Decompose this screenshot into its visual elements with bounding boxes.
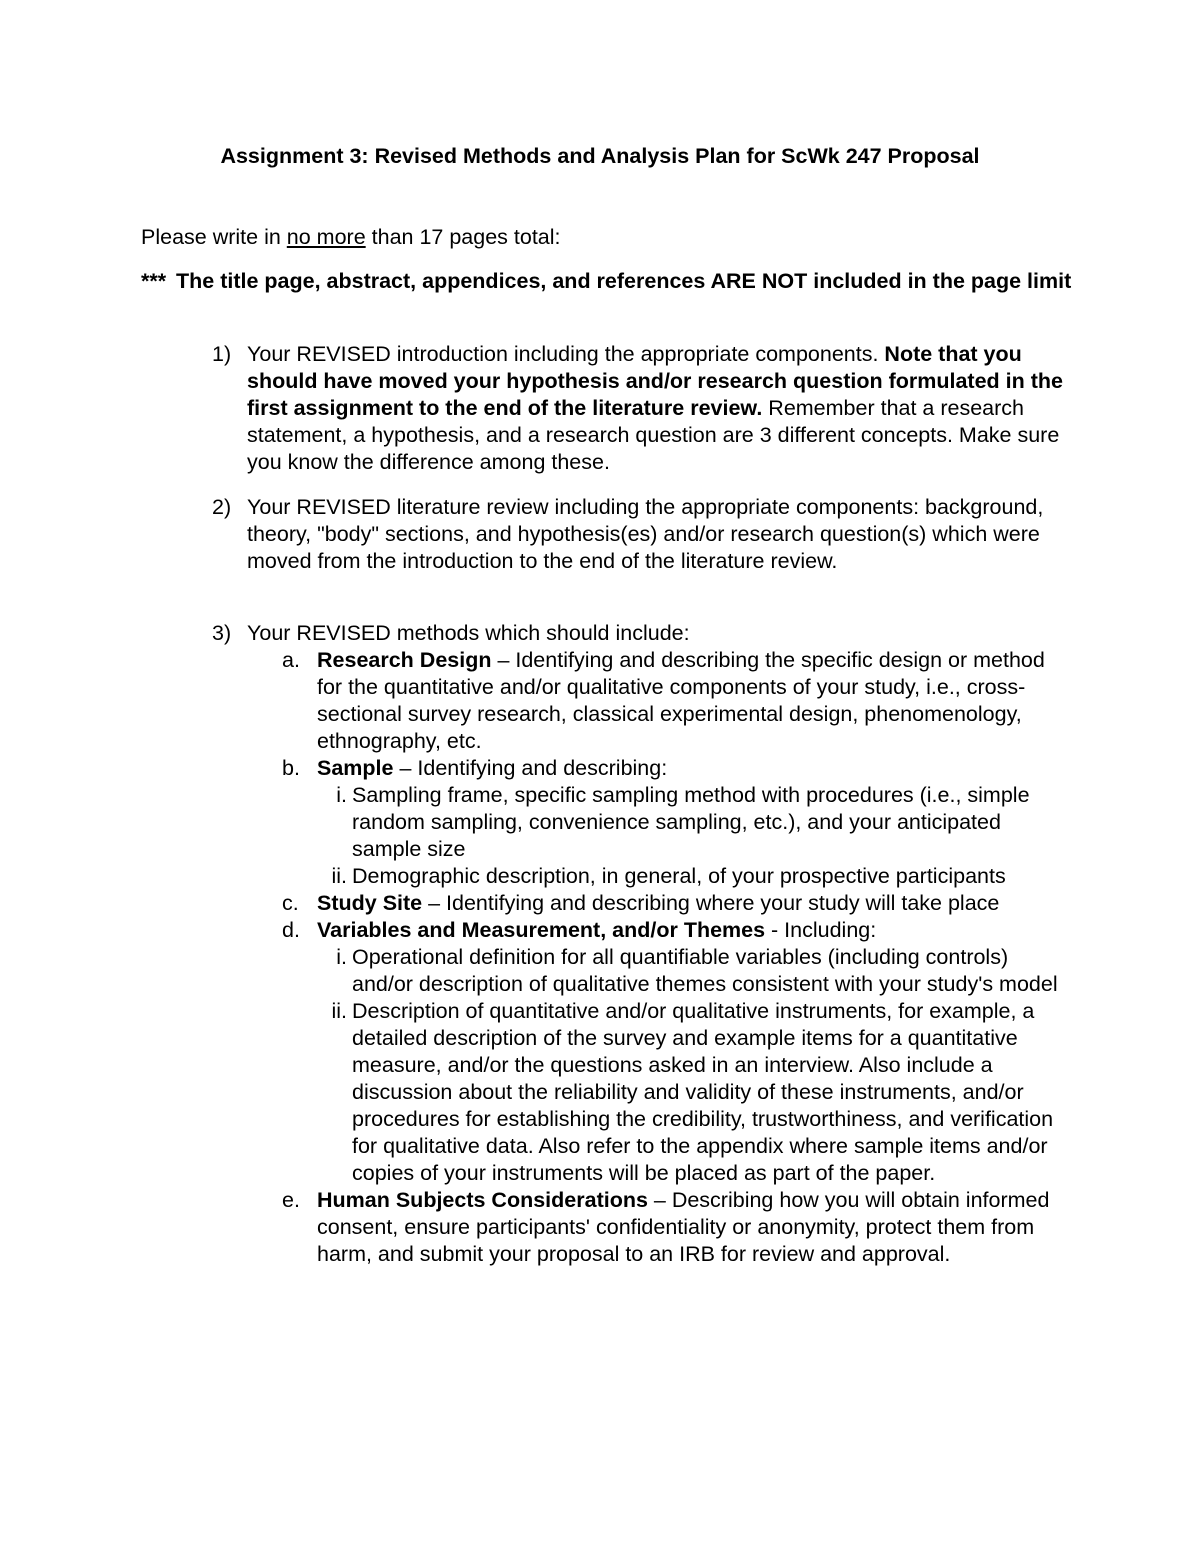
sublist-item-d bbox=[247, 917, 1072, 944]
page-title: Assignment 3: Revised Methods and Analysis Plan for ScWk 247 Proposal bbox=[220, 144, 980, 168]
sublist-letter: b. bbox=[282, 756, 300, 780]
intro-text-after: than 17 pages total: bbox=[365, 225, 561, 249]
note-stars: *** bbox=[141, 269, 167, 293]
item1-text-bold: Note that you should have moved your hypothesis and/or research question formulated in the first assignment to the end of the literature review. bbox=[247, 342, 1063, 420]
list-item-body bbox=[247, 341, 1072, 476]
subsublist-text: Demographic description, in general, of your prospective participants bbox=[352, 864, 1006, 888]
list-item-number: 1) bbox=[212, 342, 232, 366]
sublist-item-a bbox=[247, 647, 1072, 755]
list-item-body: Your REVISED literature review including the appropriate components: background, theory, "body" sections, and hypothesis(es) and/or research question(s) which were moved from the introduction to the end of the literature review. bbox=[247, 495, 1044, 573]
item1-text-plain: Your REVISED introduction including the appropriate components. bbox=[247, 342, 885, 366]
sublist-text bbox=[317, 1187, 1072, 1268]
sublist-letter: d. bbox=[282, 918, 300, 942]
roman-numeral: i. bbox=[336, 945, 347, 969]
subsublist-text: Sampling frame, specific sampling method with procedures (i.e., simple random sampling, convenience sampling, etc.), and your anticipated sample size bbox=[352, 783, 1030, 861]
list-item-number: 3) bbox=[212, 621, 232, 645]
sublist-label: Variables and Measurement, and/or Themes bbox=[317, 918, 766, 942]
list-item-body: Your REVISED methods which should include: bbox=[247, 621, 690, 645]
sublist-letter: e. bbox=[282, 1188, 300, 1212]
roman-numeral: ii. bbox=[331, 864, 347, 888]
subsublist-text: Operational definition for all quantifiable variables (including controls) and/or description of qualitative themes consistent with your study's model bbox=[352, 945, 1058, 996]
item1-text-plain-2: Remember that a research statement, a hypothesis, and a research question are 3 different concepts. Make sure you know the difference among these. bbox=[247, 396, 1060, 474]
intro-paragraph bbox=[141, 224, 1081, 251]
subsublist-item-b-ii bbox=[317, 863, 1072, 890]
intro-text-before: Please write in bbox=[141, 225, 287, 249]
sublist-item-b bbox=[247, 755, 1072, 782]
intro-text-underlined: no more bbox=[286, 225, 366, 249]
list-item-number: 2) bbox=[212, 495, 232, 519]
sublist-text bbox=[317, 755, 1072, 782]
roman-numeral: ii. bbox=[331, 999, 347, 1023]
sublist-description: – Identifying and describing where your study will take place bbox=[422, 891, 1000, 915]
subsublist-text: Description of quantitative and/or qualitative instruments, for example, a detailed description of the survey and example items for a quantitative measure, and/or the questions asked in an interview. Also include a discussion about the reliability and validity of these instruments, and/or procedures for establishing the credibility, trustworthiness, and verification for qualitative data. Also refer to the appendix where sample items and/or copies of your instruments will be placed as part of the paper. bbox=[352, 999, 1054, 1185]
page-limit-note bbox=[141, 268, 1081, 295]
sublist-description: - Including: bbox=[765, 918, 877, 942]
sublist-text bbox=[317, 917, 1072, 944]
sublist-label: Human Subjects Considerations bbox=[317, 1188, 648, 1212]
sublist-label: Research Design bbox=[317, 648, 492, 672]
sublist-description: – Describing how you will obtain informed consent, ensure participants' confidentiality or anonymity, protect them from harm, and submit your proposal to an IRB for review and approval. bbox=[317, 1188, 1050, 1266]
sublist-item-e bbox=[247, 1187, 1072, 1268]
sublist-label: Sample bbox=[317, 756, 394, 780]
sublist-description: – Identifying and describing: bbox=[393, 756, 668, 780]
subsublist-item-b-i bbox=[317, 782, 1072, 863]
sublist-letter: c. bbox=[282, 891, 299, 915]
sublist-item-c bbox=[247, 890, 1072, 917]
roman-numeral: i. bbox=[336, 783, 347, 807]
list-item-1 bbox=[212, 341, 1072, 476]
subsublist-item-d-ii bbox=[317, 998, 1072, 1187]
sublist-text bbox=[317, 647, 1072, 755]
note-text: The title page, abstract, appendices, and references ARE NOT included in the page limit bbox=[176, 269, 1072, 293]
subsublist-item-d-i bbox=[317, 944, 1072, 998]
sublist-description: – Identifying and describing the specific design or method for the quantitative and/or qualitative components of your study, i.e., cross-sectional survey research, classical experimental design, phenomenology, ethnography, etc. bbox=[317, 648, 1045, 753]
sublist-label: Study Site bbox=[317, 891, 423, 915]
list-item-3 bbox=[212, 620, 1072, 1268]
sublist-letter: a. bbox=[282, 648, 300, 672]
list-item-2 bbox=[212, 494, 1072, 575]
sublist-text bbox=[317, 890, 1072, 917]
